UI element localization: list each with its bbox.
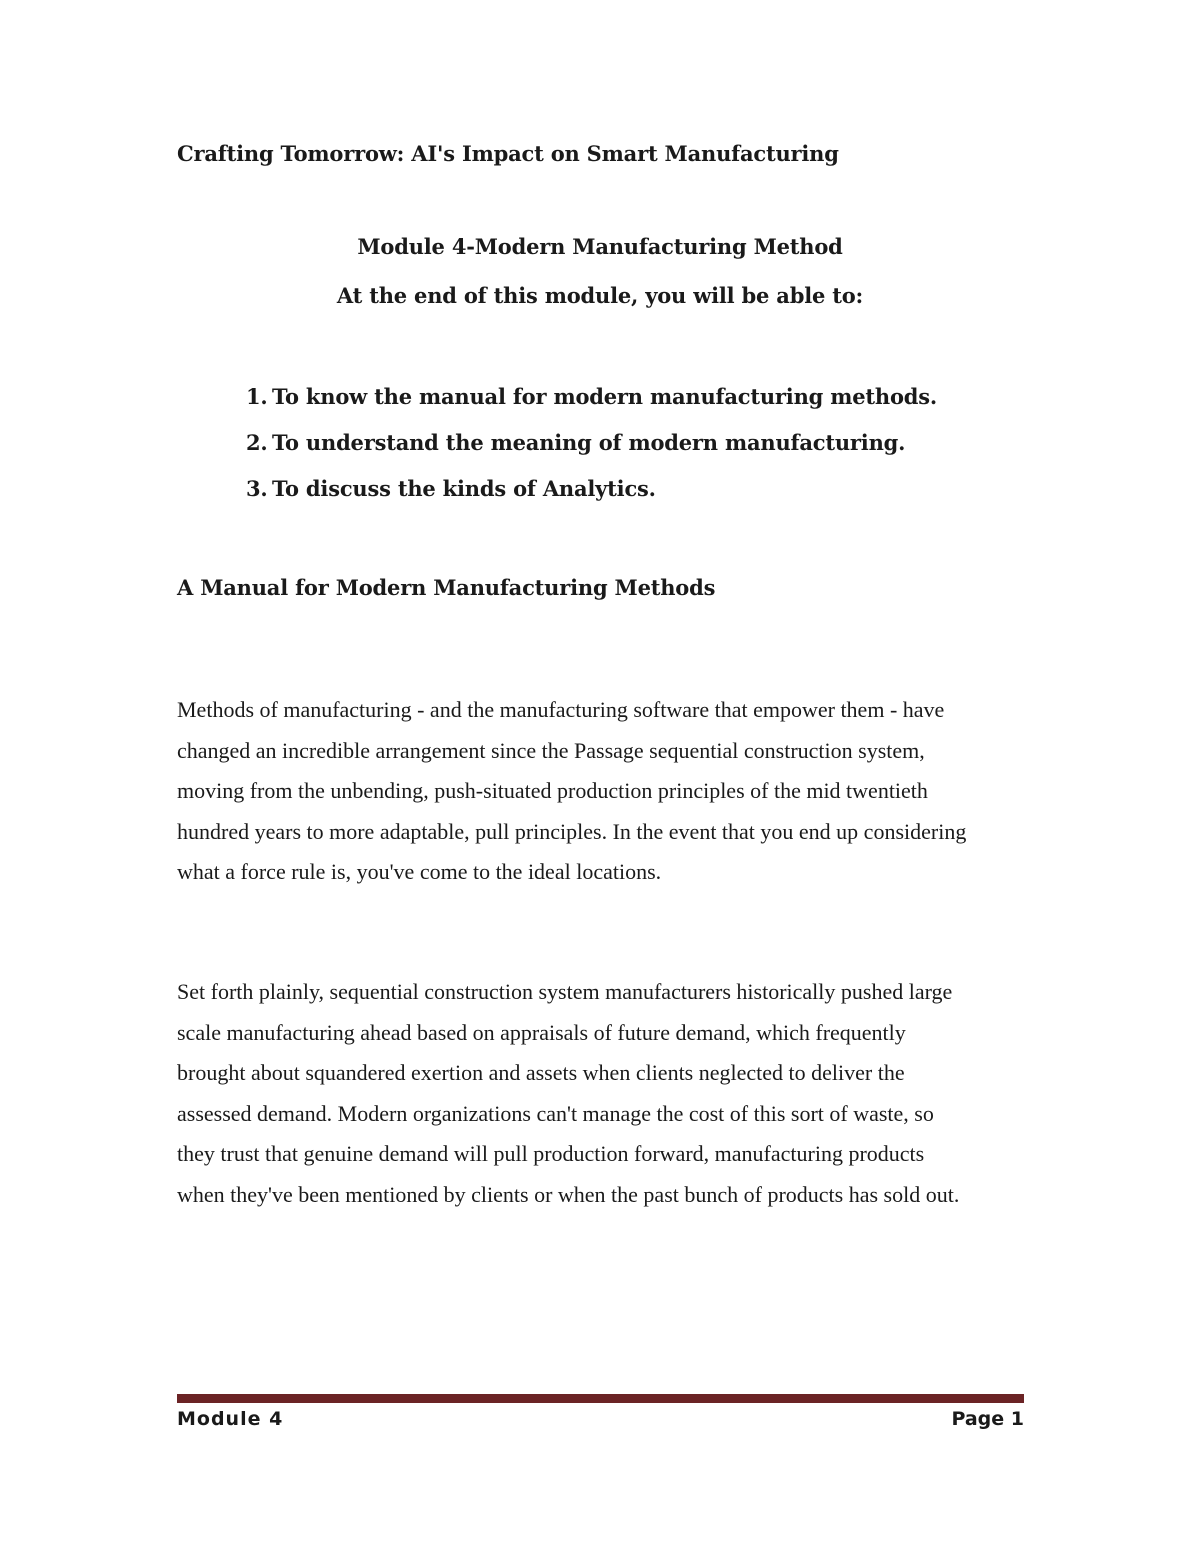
objective-item bbox=[246, 420, 937, 466]
objective-number: 3. bbox=[246, 476, 268, 501]
objective-text: To discuss the kinds of Analytics. bbox=[272, 476, 656, 501]
objective-number: 1. bbox=[246, 384, 268, 409]
body-paragraph bbox=[177, 690, 1027, 893]
document-title: Crafting Tomorrow: AI's Impact on Smart Manufacturing bbox=[177, 141, 839, 166]
module-heading: Module 4-Modern Manufacturing Method bbox=[357, 234, 843, 259]
paragraph-line: what a force rule is, you've come to the ideal locations. bbox=[177, 859, 662, 884]
paragraph-line: scale manufacturing ahead based on appraisals of future demand, which frequently bbox=[177, 1019, 906, 1045]
paragraph-line: hundred years to more adaptable, pull principles. In the event that you end up considering bbox=[177, 818, 967, 844]
footer-module-label: Module 4 bbox=[177, 1408, 284, 1430]
section-heading: A Manual for Modern Manufacturing Methods bbox=[177, 575, 716, 600]
paragraph-line: when they've been mentioned by clients or when the past bunch of products has sold out. bbox=[177, 1181, 960, 1207]
footer-page-number: Page 1 bbox=[951, 1408, 1024, 1430]
paragraph-line: assessed demand. Modern organizations can't manage the cost of this sort of waste, so bbox=[177, 1100, 934, 1126]
objective-item bbox=[246, 374, 937, 420]
footer-divider bbox=[177, 1394, 1024, 1403]
paragraph-line: they trust that genuine demand will pull production forward, manufacturing products bbox=[177, 1141, 925, 1166]
module-subheading: At the end of this module, you will be able to: bbox=[336, 283, 864, 308]
paragraph-line: Methods of manufacturing - and the manufacturing software that empower them - have bbox=[177, 697, 945, 722]
paragraph-line: moving from the unbending, push-situated production principles of the mid twentieth bbox=[177, 778, 928, 803]
objective-number: 2. bbox=[246, 430, 268, 455]
body-paragraph bbox=[177, 972, 1027, 1215]
objectives-list bbox=[246, 374, 937, 512]
objective-text: To understand the meaning of modern manufacturing. bbox=[272, 430, 906, 455]
objective-text: To know the manual for modern manufacturing methods. bbox=[272, 384, 938, 409]
paragraph-line: Set forth plainly, sequential construction system manufacturers historically pushed large bbox=[177, 979, 953, 1004]
paragraph-line: changed an incredible arrangement since the Passage sequential construction system, bbox=[177, 737, 925, 763]
paragraph-line: brought about squandered exertion and assets when clients neglected to deliver the bbox=[177, 1060, 905, 1085]
objective-item bbox=[246, 466, 937, 512]
